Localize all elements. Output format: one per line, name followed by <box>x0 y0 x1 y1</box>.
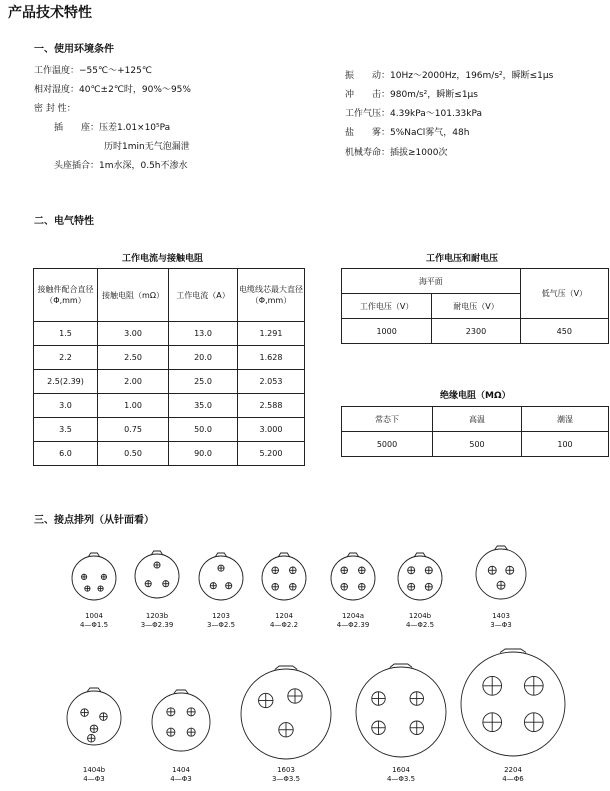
connector-face-icon <box>455 646 571 762</box>
table-cell: 5000 <box>342 432 433 457</box>
connector-face-icon <box>235 663 337 765</box>
connector-face-icon <box>193 550 249 606</box>
table-cell: 1.00 <box>98 394 169 418</box>
connector-face-icon <box>256 550 312 606</box>
connector-model: 1203b <box>145 612 169 620</box>
connector-label <box>371 766 431 784</box>
connector-face-icon <box>129 548 185 604</box>
spec-sealing: 密 封 性： <box>34 104 76 114</box>
insulation-table <box>341 406 609 457</box>
table-cell: 3.000 <box>238 418 305 442</box>
table-row <box>342 319 609 344</box>
section-heading-electrical: 二、电气特性 <box>34 216 94 227</box>
table-cell: 2.053 <box>238 370 305 394</box>
table-cell: 25.0 <box>169 370 238 394</box>
table1-header: 工作电流（A） <box>169 269 238 322</box>
table2-subheader: 工作电压（V） <box>342 294 432 319</box>
spec-mechanical-life: 机械寿命：插拔≥1000次 <box>345 148 448 158</box>
table3-header: 高温 <box>433 407 522 432</box>
connector-model: 1404 <box>172 766 190 774</box>
table-cell: 90.0 <box>169 442 238 466</box>
table-cell: 50.0 <box>169 418 238 442</box>
table3-caption: 绝缘电阻（MΩ） <box>440 391 511 401</box>
table-cell: 5.200 <box>238 442 305 466</box>
connector-model: 1204 <box>275 612 293 620</box>
connector-shell <box>72 556 116 600</box>
table-row <box>34 442 305 466</box>
table-cell: 1.5 <box>34 322 98 346</box>
connector-model: 1404b <box>82 766 106 774</box>
spec-humidity: 相对湿度：40℃±2℃时，90%～95% <box>34 85 191 95</box>
page-title: 产品技术特性 <box>8 5 92 21</box>
table-cell: 2.588 <box>238 394 305 418</box>
table1-header: 接触件配合直径（Φ,mm） <box>34 269 98 322</box>
table-cell: 1.628 <box>238 346 305 370</box>
connector-label <box>127 612 187 630</box>
table-cell: 3.5 <box>34 418 98 442</box>
table-cell: 20.0 <box>169 346 238 370</box>
table-cell: 2.00 <box>98 370 169 394</box>
connector-label <box>64 766 124 784</box>
connector-shell <box>331 556 375 600</box>
table2-group-header: 海平面 <box>342 269 521 294</box>
connector-shell <box>241 669 331 759</box>
connector-shell <box>67 691 121 745</box>
connector-model: 1403 <box>492 612 510 620</box>
connector-label <box>254 612 314 630</box>
spec-shock: 冲 击：980m/s²，瞬断≤1μs <box>345 90 478 100</box>
voltage-table <box>341 268 609 344</box>
connector-spec: 3—Φ2.39 <box>140 621 174 629</box>
connector-face-icon <box>325 550 381 606</box>
connector-shell <box>461 652 565 756</box>
connector-face-icon <box>470 543 532 605</box>
connector-model: 1004 <box>85 612 103 620</box>
connector-spec: 4—Φ6 <box>502 775 524 783</box>
table-cell: 0.50 <box>98 442 169 466</box>
connector-label <box>191 612 251 630</box>
table-cell: 2.2 <box>34 346 98 370</box>
table-cell: 2.50 <box>98 346 169 370</box>
connector-model: 2204 <box>504 766 522 774</box>
connector-label <box>390 612 450 630</box>
connector-spec: 3—Φ3.5 <box>271 775 301 783</box>
section-heading-contact-layout: 三、接点排列（从针面看） <box>34 515 154 526</box>
connector-spec: 4—Φ3 <box>170 775 192 783</box>
table-cell: 2300 <box>432 319 520 344</box>
connector-shell <box>356 667 446 757</box>
connector-label <box>151 766 211 784</box>
current-resistance-table <box>33 268 305 466</box>
table-cell: 6.0 <box>34 442 98 466</box>
table1-header: 接触电阻（mΩ） <box>98 269 169 322</box>
connector-spec: 3—Φ2.5 <box>206 621 236 629</box>
table-row <box>34 394 305 418</box>
connector-spec: 4—Φ3.5 <box>386 775 416 783</box>
connector-face-icon <box>61 685 127 751</box>
table-cell: 3.0 <box>34 394 98 418</box>
table-cell: 0.75 <box>98 418 169 442</box>
connector-face-icon <box>66 550 122 606</box>
spec-pressure: 工作气压：4.39kPa～101.33kPa <box>345 109 483 119</box>
table3-header: 潮湿 <box>522 407 609 432</box>
spec-mating: 头座插合：1m水深，0.5h不渗水 <box>54 161 188 171</box>
connector-model: 1603 <box>277 766 295 774</box>
table-cell: 3.00 <box>98 322 169 346</box>
table2-subheader: 耐电压（V） <box>432 294 520 319</box>
connector-spec: 4—Φ1.5 <box>79 621 109 629</box>
connector-shell <box>398 556 442 600</box>
connector-spec: 4—Φ2.39 <box>336 621 370 629</box>
spec-socket-duration: 历时1min无气泡漏泄 <box>104 142 190 152</box>
table-row <box>34 370 305 394</box>
table-cell: 100 <box>522 432 609 457</box>
table-row <box>34 346 305 370</box>
connector-shell <box>476 549 526 599</box>
connector-face-icon <box>146 687 216 757</box>
spec-temperature: 工作温度：−55℃～+125℃ <box>34 66 152 76</box>
table1-header: 电缆线芯最大直径（Φ,mm） <box>238 269 305 322</box>
table-cell: 2.5(2.39) <box>34 370 98 394</box>
connector-label <box>323 612 383 630</box>
connector-spec: 4—Φ2.2 <box>269 621 299 629</box>
table-cell: 500 <box>433 432 522 457</box>
table1-caption: 工作电流与接触电阻 <box>122 254 204 264</box>
connector-shell <box>199 556 243 600</box>
table-cell: 13.0 <box>169 322 238 346</box>
spec-salt-spray: 盐 雾：5%NaCl雾气，48h <box>345 128 470 138</box>
connector-spec: 4—Φ3 <box>83 775 105 783</box>
connector-model: 1204b <box>408 612 432 620</box>
table2-caption: 工作电压和耐电压 <box>426 254 499 264</box>
connector-spec: 3—Φ3 <box>490 621 512 629</box>
connector-label <box>64 612 124 630</box>
table3-header: 常态下 <box>342 407 433 432</box>
connector-model: 1203 <box>212 612 230 620</box>
table-row <box>34 418 305 442</box>
spec-vibration: 振 动：10Hz～2000Hz，196m/s²，瞬断≤1μs <box>345 71 554 81</box>
connector-model: 1204a <box>341 612 365 620</box>
table-cell: 450 <box>520 319 608 344</box>
connector-label <box>471 612 531 630</box>
connector-spec: 4—Φ2.5 <box>405 621 435 629</box>
section-heading-environment: 一、使用环境条件 <box>34 44 114 55</box>
connector-label <box>483 766 543 784</box>
table-row <box>34 322 305 346</box>
spec-socket: 插 座：压差1.01×10⁵Pa <box>54 123 171 133</box>
table-cell: 35.0 <box>169 394 238 418</box>
connector-label <box>256 766 316 784</box>
connector-model: 1604 <box>392 766 410 774</box>
connector-shell <box>152 693 210 751</box>
connector-face-icon <box>392 550 448 606</box>
connector-shell <box>135 554 179 598</box>
connector-face-icon <box>350 661 452 763</box>
table2-low-pressure-header: 低气压（V） <box>520 269 608 319</box>
table-cell: 1000 <box>342 319 432 344</box>
table-row <box>342 432 609 457</box>
connector-shell <box>262 556 306 600</box>
table-cell: 1.291 <box>238 322 305 346</box>
